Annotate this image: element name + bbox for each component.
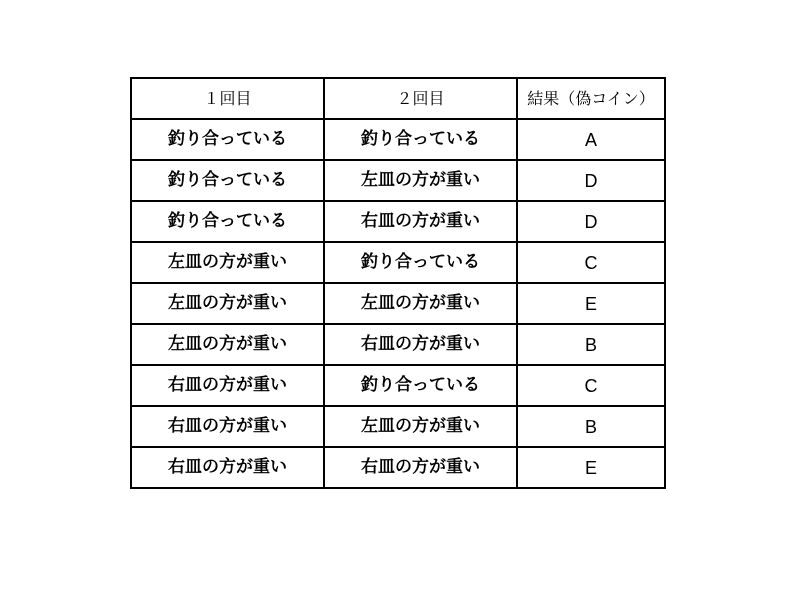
result-cell: A: [517, 119, 665, 160]
result-cell: E: [517, 283, 665, 324]
first-weighing-cell: 左皿の方が重い: [131, 283, 324, 324]
table-row: [131, 201, 665, 242]
table-row: [131, 160, 665, 201]
first-weighing-cell: 左皿の方が重い: [131, 324, 324, 365]
table-row: [131, 324, 665, 365]
second-weighing-cell: 右皿の方が重い: [324, 447, 517, 488]
first-weighing-cell: 左皿の方が重い: [131, 242, 324, 283]
result-cell: D: [517, 201, 665, 242]
second-weighing-cell: 右皿の方が重い: [324, 201, 517, 242]
result-cell: B: [517, 324, 665, 365]
result-cell: E: [517, 447, 665, 488]
table-row: [131, 406, 665, 447]
header-first-weighing: １回目: [131, 78, 324, 119]
result-cell: C: [517, 242, 665, 283]
table-row: [131, 283, 665, 324]
first-weighing-cell: 右皿の方が重い: [131, 365, 324, 406]
table-header-row: [131, 78, 665, 119]
table-row: [131, 119, 665, 160]
second-weighing-cell: 釣り合っている: [324, 242, 517, 283]
result-cell: B: [517, 406, 665, 447]
result-cell: C: [517, 365, 665, 406]
second-weighing-cell: 左皿の方が重い: [324, 406, 517, 447]
first-weighing-cell: 釣り合っている: [131, 119, 324, 160]
header-result: 結果（偽コイン）: [517, 78, 665, 119]
first-weighing-cell: 右皿の方が重い: [131, 447, 324, 488]
second-weighing-cell: 釣り合っている: [324, 119, 517, 160]
header-second-weighing: ２回目: [324, 78, 517, 119]
table-row: [131, 365, 665, 406]
second-weighing-cell: 右皿の方が重い: [324, 324, 517, 365]
weighing-results-table-container: [130, 77, 666, 489]
first-weighing-cell: 釣り合っている: [131, 201, 324, 242]
table-row: [131, 242, 665, 283]
result-cell: D: [517, 160, 665, 201]
second-weighing-cell: 左皿の方が重い: [324, 160, 517, 201]
second-weighing-cell: 左皿の方が重い: [324, 283, 517, 324]
first-weighing-cell: 釣り合っている: [131, 160, 324, 201]
second-weighing-cell: 釣り合っている: [324, 365, 517, 406]
table-row: [131, 447, 665, 488]
weighing-results-table: [130, 77, 666, 489]
first-weighing-cell: 右皿の方が重い: [131, 406, 324, 447]
